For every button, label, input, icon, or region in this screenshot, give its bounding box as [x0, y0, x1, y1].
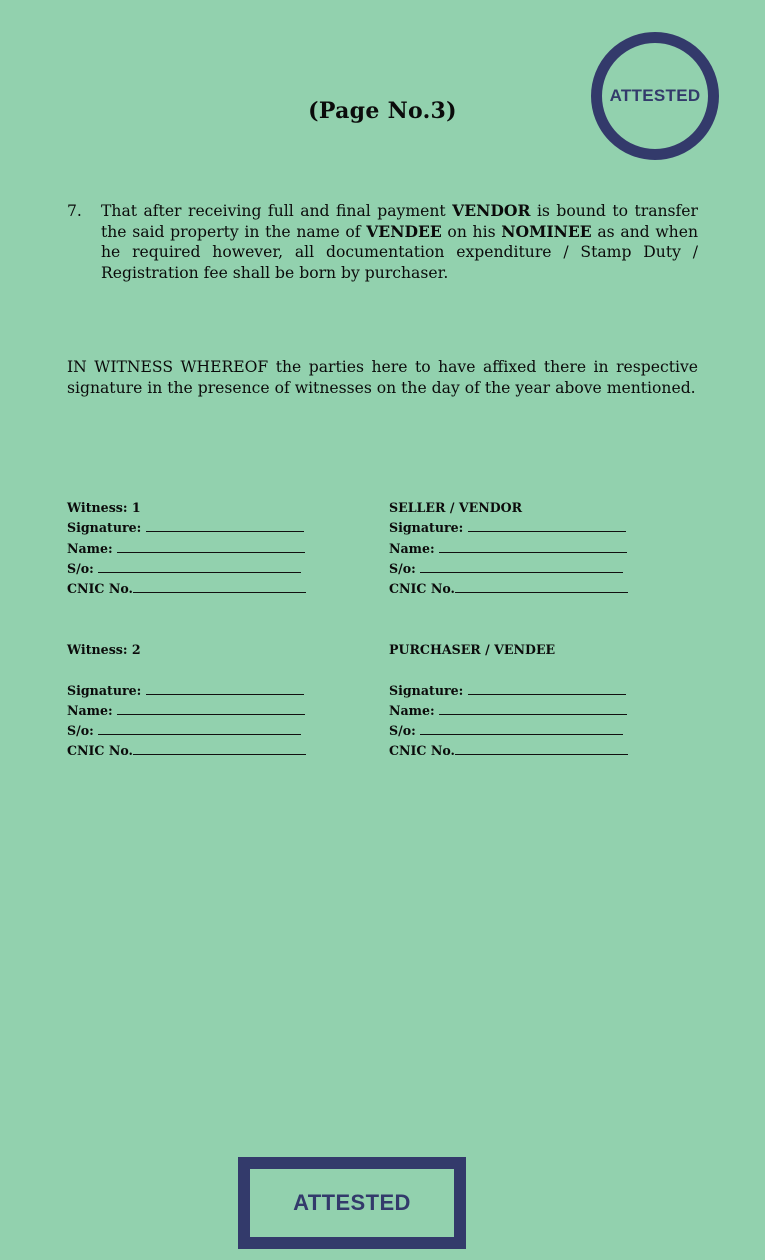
page-title: (Page No.3): [308, 98, 457, 124]
witness-1-so-row: [67, 559, 306, 579]
seller-cnic-row: [389, 579, 628, 599]
witness-1-name-row: [67, 539, 306, 559]
clause-bold-vendee: VENDEE: [366, 221, 442, 241]
signature-line[interactable]: [468, 518, 626, 532]
name-label: Name:: [389, 702, 435, 718]
witness-2-signature-row: [67, 681, 306, 701]
cnic-line[interactable]: [455, 579, 628, 593]
so-label: S/o:: [389, 560, 416, 576]
attested-stamp-label: ATTESTED: [293, 1190, 411, 1215]
witness-1-cnic-row: [67, 579, 306, 599]
purchaser-signature-row: [389, 681, 628, 701]
clause-bold-vendor: VENDOR: [452, 201, 531, 220]
seller-heading: SELLER / VENDOR: [389, 500, 523, 515]
witness-2-cnic-row: [67, 741, 306, 761]
name-line[interactable]: [439, 539, 627, 553]
signature-line[interactable]: [468, 681, 626, 695]
clause-text-part: That after receiving full and final payment: [101, 202, 453, 220]
purchaser-block: [389, 640, 628, 762]
cnic-label: CNIC No.: [67, 743, 133, 759]
so-label: S/o:: [67, 723, 94, 739]
name-line[interactable]: [117, 539, 305, 553]
seller-block: [389, 498, 628, 599]
name-label: Name:: [67, 540, 113, 556]
so-line[interactable]: [98, 559, 301, 573]
signature-label: Signature:: [389, 682, 464, 698]
signature-label: Signature:: [67, 520, 142, 536]
so-line[interactable]: [420, 559, 623, 573]
witness-1-signature-row: [67, 518, 306, 538]
witness-2-block: [67, 640, 306, 762]
cnic-line[interactable]: [133, 579, 306, 593]
seller-signature-row: [389, 518, 628, 538]
so-label: S/o:: [389, 723, 416, 739]
witness-1-block: [67, 498, 306, 599]
name-line[interactable]: [439, 701, 627, 715]
witness-whereof-paragraph: IN WITNESS WHEREOF the parties here to have affixed there in respective signature in the presence of witnesses on the day of the year above mentioned.: [67, 358, 698, 397]
so-line[interactable]: [98, 721, 301, 735]
cnic-label: CNIC No.: [67, 581, 133, 597]
so-line[interactable]: [420, 721, 623, 735]
witness-1-heading: Witness: 1: [67, 500, 141, 515]
clause-text-part: is bound to transfer the said property in the name of: [101, 202, 698, 241]
witness-2-name-row: [67, 701, 306, 721]
cnic-label: CNIC No.: [389, 581, 455, 597]
seller-name-row: [389, 539, 628, 559]
signature-line[interactable]: [146, 518, 304, 532]
name-label: Name:: [389, 540, 435, 556]
cnic-line[interactable]: [133, 741, 306, 755]
signature-label: Signature:: [389, 520, 464, 536]
signature-line[interactable]: [146, 681, 304, 695]
purchaser-cnic-row: [389, 741, 628, 761]
witness-2-so-row: [67, 721, 306, 741]
clause-text-part: as and when he required however, all documentation expenditure / Stamp Duty / Registration fee shall be born by purchaser.: [101, 222, 698, 282]
witness-2-heading: Witness: 2: [67, 642, 141, 657]
clause-number: 7.: [67, 202, 82, 220]
attested-stamp-label: ATTESTED: [609, 86, 701, 105]
purchaser-so-row: [389, 721, 628, 741]
clause-text-part: on his: [441, 222, 502, 241]
so-label: S/o:: [67, 560, 94, 576]
purchaser-name-row: [389, 701, 628, 721]
name-line[interactable]: [117, 701, 305, 715]
attested-stamp-circle: [591, 32, 719, 160]
clause-bold-nominee: NOMINEE: [501, 221, 592, 241]
attested-stamp-rectangle: [238, 1157, 466, 1249]
name-label: Name:: [67, 702, 113, 718]
clause-7: [67, 201, 698, 283]
cnic-label: CNIC No.: [389, 743, 455, 759]
signature-label: Signature:: [67, 682, 142, 698]
purchaser-heading: PURCHASER / VENDEE: [389, 642, 556, 657]
clause-text: [101, 201, 698, 283]
seller-so-row: [389, 559, 628, 579]
cnic-line[interactable]: [455, 741, 628, 755]
